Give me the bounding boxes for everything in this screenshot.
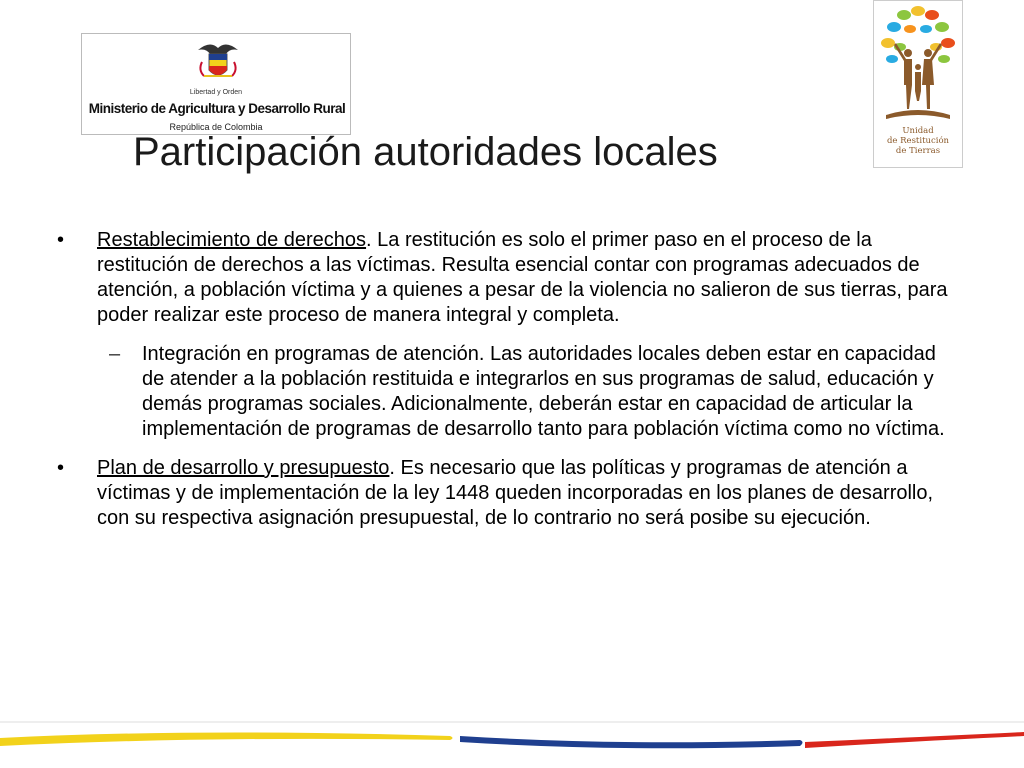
footer-yellow-band <box>0 732 453 746</box>
bullet-restablecimiento <box>57 228 957 328</box>
unit-name-line3: de Tierras <box>895 146 941 156</box>
sub-bullet-marker: – <box>109 343 121 365</box>
bullet-marker: • <box>57 457 65 479</box>
sub-bullet-text: Integración en programas de atención. Las autoridades locales deben estar en capacidad de atender a la población restituida e integrarlos en sus programas de salud, educación y demás programas sociales. Adicionalmente, deberán estar en capacidad de articular la implementación de programas de desarrollo tanto para población víctima como no víctima. <box>142 343 945 440</box>
bullet-heading: Restablecimiento de derechos <box>97 229 367 251</box>
sub-bullet-integracion <box>57 342 957 442</box>
unit-logo <box>873 0 963 168</box>
footer-red-band <box>805 732 1024 748</box>
footer-blue-band <box>460 736 803 748</box>
ministry-motto: Libertad y Orden <box>189 89 243 96</box>
republic-label: República de Colombia <box>169 122 263 132</box>
coat-of-arms-icon <box>192 36 244 88</box>
unit-name <box>874 126 962 156</box>
bullet-heading: Plan de desarrollo y presupuesto <box>97 457 390 479</box>
slide-title: Participación autoridades locales <box>133 130 718 174</box>
bullet-marker: • <box>57 229 65 251</box>
tree-family-icon <box>874 1 962 129</box>
bullet-plan-desarrollo <box>57 456 957 531</box>
bullet-text: . La restitución es solo el primer paso en el proceso de la restitución de derechos a las víctimas. Resulta esencial contar con programas adecuados de atención, a población víctima y a quienes a pesar de la violencia no salieron de sus tierras, para poder realizar este proceso de manera integral y completa. <box>97 229 948 326</box>
slide-content <box>57 228 957 545</box>
bullet-text: . Es necesario que las políticas y programas de atención a víctimas y de implementación de la ley 1448 queden incorporadas en los planes de desarrollo, con su respectiva asignación presupuestal, de lo contrario no será posibe su ejecución. <box>97 457 934 529</box>
ministry-logo <box>81 33 351 135</box>
unit-name-line1: Unidad <box>902 126 934 136</box>
footer-flag-bands <box>0 712 1024 768</box>
ministry-name: Ministerio de Agricultura y Desarrollo Rural <box>88 101 346 116</box>
unit-name-line2: de Restitución <box>886 136 950 146</box>
